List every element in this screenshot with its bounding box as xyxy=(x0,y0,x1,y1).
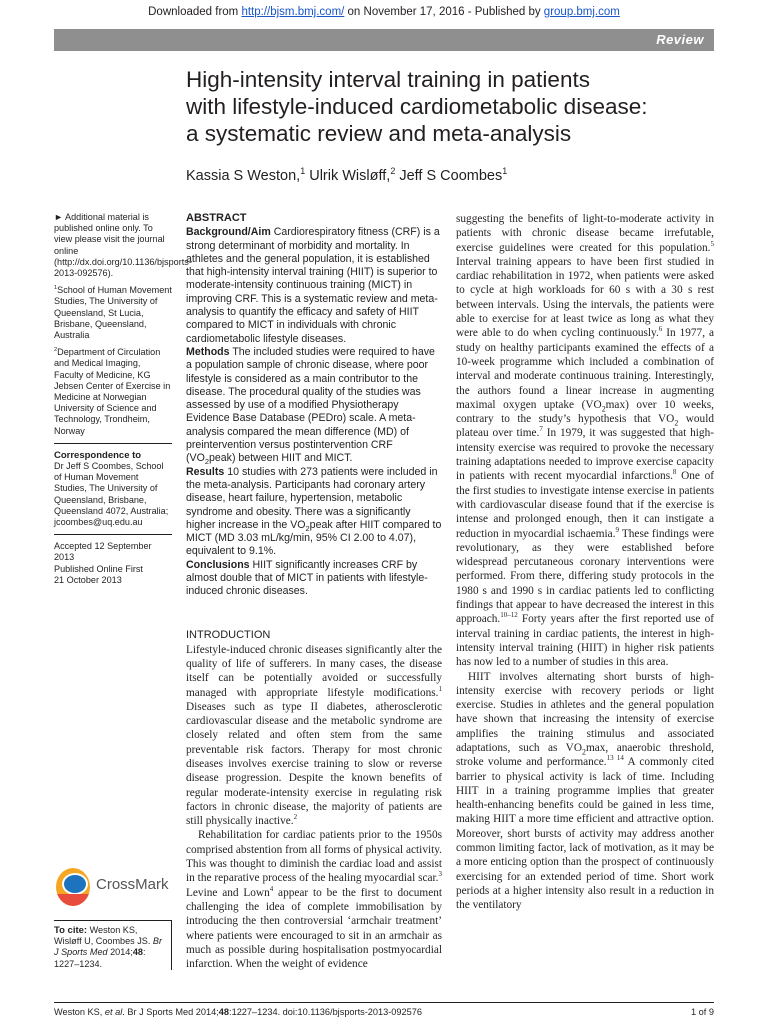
author-weston: Kassia S Weston, xyxy=(186,168,301,184)
paragraph xyxy=(186,828,442,971)
reference-mark[interactable]: 3 xyxy=(438,870,442,879)
affiliation-mark: 1 xyxy=(54,285,58,292)
text: In 1977, a study on healthy participants examined the effects of a 10-week programme which included a combination of interval and moderate continuous training. Interestingly, the authors found a linear increase in augmenting maximal oxygen uptake (VO xyxy=(456,327,714,411)
article-dates xyxy=(54,541,172,586)
page-number: 1 of 9 xyxy=(691,1007,714,1017)
download-notice xyxy=(0,6,768,18)
text: Diseases such as type II diabetes, atherosclerotic cardiovascular disease and the metabolic syndrome are closely related and often stem from the same preventable risk factors. Therapy for most chronic diseases involves exercise training to slow or reverse disease progression. Despite the known benefits of regular moderate-intensity exercise in regulating risk factors in chronic disease, the majority of patients are still physically inactive. xyxy=(186,700,442,828)
download-middle: on November 17, 2016 - Published by xyxy=(344,6,544,18)
text: suggesting the benefits of light-to-moderate activity in patients with chronic disease became irrefutable, exercise guidelines were created for this population. xyxy=(456,213,714,254)
reference-mark[interactable]: 5 xyxy=(710,239,714,248)
text: max) over 10 weeks, contrary to the study’s hypothesis that VO xyxy=(456,398,714,426)
abstract-methods xyxy=(186,346,442,466)
publisher-link[interactable]: group.bmj.com xyxy=(543,6,620,18)
section-banner xyxy=(54,29,714,51)
text: A commonly cited barrier to physical activity is lack of time. Including HIIT in a training programme implies that greater health-enhancing benefits could be gained in less time, making HIIT a more time efficient and attractive option. Moreover, short bursts of activity may address another common limiting factor, lack of motivation, as it may be a more enticing option than the prospect of continuously exercising for an extended period of time. Short work periods at a higher intensity also result in a reduction in the ventilatory xyxy=(456,756,714,912)
reference-mark[interactable]: 1 xyxy=(438,684,442,693)
reference-mark[interactable]: 7 xyxy=(539,425,543,434)
accepted-date: Accepted 12 September 2013 xyxy=(54,541,152,563)
divider xyxy=(54,534,172,535)
reference-mark[interactable]: 2 xyxy=(293,813,298,822)
author-affiliation-mark: 2 xyxy=(390,166,396,177)
article-title xyxy=(186,66,726,147)
methods-text: peak) between HIIT and MICT. xyxy=(208,452,353,465)
section-label: Review xyxy=(656,32,704,47)
methods-label: Methods xyxy=(186,345,230,358)
subscript: 2 xyxy=(674,418,679,428)
crossmark-badge[interactable] xyxy=(54,865,174,909)
paragraph xyxy=(186,643,442,829)
abstract-heading: ABSTRACT xyxy=(186,212,247,224)
footer-doi: :1227–1234. doi:10.1136/bjsports-2013-092576 xyxy=(229,1007,422,1017)
reference-mark[interactable]: 6 xyxy=(658,325,663,334)
subscript: 2 xyxy=(582,747,586,757)
affiliation-text: School of Human Movement Studies, The University of Queensland, St Lucia, Brisbane, Queensland, Australia xyxy=(54,285,172,341)
footer-volume: 48 xyxy=(218,1007,230,1017)
cite-label: To cite: xyxy=(54,925,88,936)
published-label: Published Online First xyxy=(54,563,143,574)
author-affiliation-mark: 1 xyxy=(300,166,306,177)
conclusions-text: HIIT significantly increases CRF by almost double that of MICT in patients with lifestyle-induced chronic diseases. xyxy=(186,558,428,598)
reference-mark[interactable]: 13 14 xyxy=(606,754,624,763)
reference-mark[interactable]: 8 xyxy=(672,468,677,477)
affiliation-mark: 2 xyxy=(54,347,58,354)
introduction-body xyxy=(186,643,442,972)
sidebar xyxy=(54,212,192,592)
text: Rehabilitation for cardiac patients prior to the 1950s comprised abstention from all forms of physical activity. This was thought to diminish the cardiac load and assist in the reparative process of the healing myocardial scar. xyxy=(186,829,442,885)
text: In 1979, it was suggested that high-intensity exercise was required to provoke the necessary training adaptations needed to improve exercise capacity in patients with recent myocardial infarctions. xyxy=(456,427,714,483)
text: These findings were revolutionary, as they were established before widespread percutaneous coronary interventions were performed. From there, differing study protocols in the 1980 s and 1990 s in cardiac patients led to conflicting findings that appear to have decreased the interest in this approach. xyxy=(456,527,714,626)
published-date: 21 October 2013 xyxy=(54,574,122,585)
affiliation-2 xyxy=(54,347,172,437)
cite-text: Weston KS, Wisløff U, Coombes JS. xyxy=(54,925,153,947)
download-prefix: Downloaded from xyxy=(148,6,242,18)
abstract-background xyxy=(186,226,442,346)
column-left xyxy=(186,212,442,971)
results-text: 10 studies with 273 patients were included in the meta-analysis. Participants had coronary artery disease, heart failure, hypertension, metabolic syndrome and obesity. There was a significantly higher increase in the VO xyxy=(186,465,438,531)
abstract-conclusions xyxy=(186,559,442,599)
cite-volume: 48 xyxy=(132,947,143,958)
reference-mark[interactable]: 4 xyxy=(269,884,274,893)
conclusions-label: Conclusions xyxy=(186,558,250,571)
author-list xyxy=(186,168,507,184)
affiliation-1 xyxy=(54,285,172,341)
reference-mark[interactable]: 10–12 xyxy=(500,611,518,620)
crossmark-icon xyxy=(56,868,90,906)
text: Lifestyle-induced chronic diseases significantly alter the quality of life of sufferers. In many cases, the disease itself can be potentially avoided or successfully managed with appropriate lifestyle modifications. xyxy=(186,643,442,699)
methods-text: The included studies were required to have a population sample of chronic disease, where poor lifestyle is considered as a main contributor to the disease. The procedural quality of the studies was assessed by use of a modified Physiotherapy Evidence Base Database (PEDro) scale. A meta-analysis compared the mean difference (MD) of preintervention versus postintervention CRF (VO xyxy=(186,345,435,465)
subscript: 2 xyxy=(601,404,606,414)
author-affiliation-mark: 1 xyxy=(502,166,508,177)
crossmark-label: CrossMark xyxy=(96,876,169,893)
page-footer xyxy=(54,1002,714,1017)
correspondence-body: Dr Jeff S Coombes, School of Human Movement Studies, The University of Queensland, Brisbane, Queensland 4072, Australia; jcoombes@uq.edu.au xyxy=(54,461,169,528)
background-text: Cardiorespiratory fitness (CRF) is a strong determinant of morbidity and mortality. In athletes and the general population, it is established that high-intensity interval training (HIIT) is superior to moderate-intensity continuous training (MICT) in improving CRF. This is a systematic review and meta-analysis to quantify the efficacy and safety of HIIT compared to MICT in individuals with chronic cardiometabolic lifestyle diseases. xyxy=(186,226,440,345)
author-coombes: Jeff S Coombes xyxy=(395,168,503,184)
text: Interval training appears to have been first studied in cardiac rehabilitation in 1972, when patients were asked to cycle at high workloads for 60 s with a 30 s rest between intervals. Using the intervals, the patients were able to exercise for at least twice as long as what they were able to do when cycling continuously. xyxy=(456,255,714,340)
paragraph xyxy=(456,670,714,913)
cite-journal: Br J Sports Med xyxy=(54,936,162,958)
author-wisloff: Ulrik Wisløff, xyxy=(305,168,391,184)
title-line-1: High-intensity interval training in patients xyxy=(186,67,590,92)
text: One of the first studies to investigate intense exercise in patients with cardiovascular disease found that if the exercise is intense and prolonged enough, then it can instigate a reduction in myocardial ischaemia. xyxy=(456,470,714,540)
reference-mark[interactable]: 9 xyxy=(615,525,619,534)
paragraph xyxy=(456,212,714,670)
text: would plateau over time. xyxy=(456,413,714,440)
introduction-heading: INTRODUCTION xyxy=(186,628,271,641)
affiliation-text: Department of Circulation and Medical Imaging, Faculty of Medicine, KG Jebsen Center of Exercise in Medicine at Norwegian University of Science and Technology, Trondheim, Norway xyxy=(54,347,171,436)
correspondence-heading: Correspondence to xyxy=(54,449,142,461)
text: appear to be the first to document challenging the idea of complete immobilisation by introducing the then controversial ‘armchair treatment’ where patients were encouraged to sit in an armchair as much as possible during hospitalisation postmyocardial infarction. When the weight of evidence xyxy=(186,886,442,971)
abstract-results xyxy=(186,466,442,559)
abstract xyxy=(186,212,442,599)
results-text: peak after HIIT compared to MICT (MD 3.03 mL/kg/min, 95% CI 2.00 to 4.07), equivalent to 9.1%. xyxy=(186,518,442,558)
citation-box xyxy=(54,920,172,970)
divider xyxy=(54,443,172,444)
cite-pages: : 1227–1234. xyxy=(54,947,146,969)
journal-link[interactable]: http://bjsm.bmj.com/ xyxy=(241,6,345,18)
title-line-3: a systematic review and meta-analysis xyxy=(186,121,572,146)
title-line-2: with lifestyle-induced cardiometabolic disease: xyxy=(186,94,648,119)
footer-citation: . Br J Sports Med 2014; xyxy=(122,1007,219,1017)
column-right xyxy=(456,212,714,913)
subscript: 2 xyxy=(204,457,209,467)
results-label: Results xyxy=(186,465,225,478)
cite-year: 2014; xyxy=(107,947,133,958)
text: max, anaerobic threshold, stroke volume and performance. xyxy=(456,741,714,769)
text: Forty years after the first reported use of interval training in cardiac patients, the interest in high-intensity interval training (HIIT) in higher risk patients has now led to a number of studies in this area. xyxy=(456,613,714,669)
background-label: Background/Aim xyxy=(186,226,271,239)
text: HIIT involves alternating short bursts of high-intensity exercise with recovery periods or light exercise. Studies in athletes and the general population have shown that increasing the intensity of exercise amplifies the training stimulus and associated adaptations, such as VO xyxy=(456,670,714,754)
footer-et-al: et al xyxy=(104,1007,123,1017)
correspondence xyxy=(54,450,172,528)
footer-citation: Weston KS, xyxy=(54,1007,105,1017)
additional-material-note: ► Additional material is published online only. To view please visit the journal online (http://dx.doi.org/10.1136/bjsports-2013-092576). xyxy=(54,212,192,279)
subscript: 2 xyxy=(305,523,310,533)
text: Levine and Lown xyxy=(186,886,270,899)
